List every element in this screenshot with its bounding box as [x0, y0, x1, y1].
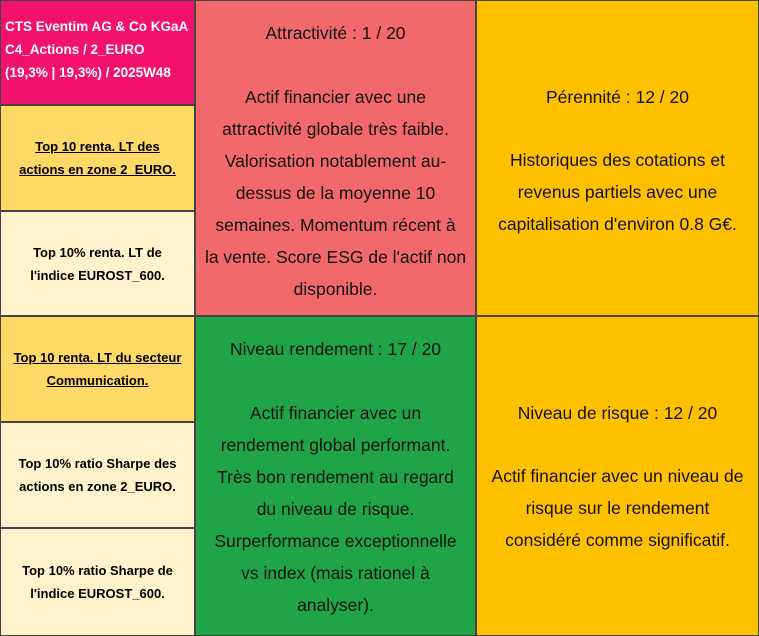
- left-cell-1: [0, 105, 195, 211]
- attractivite-line-6: la vente. Score ESG de l'actif non: [204, 247, 467, 267]
- risque-line-2: risque sur le rendement: [525, 498, 710, 518]
- asset-name: CTS Eventim AG & Co KGaA: [5, 19, 189, 34]
- rendement-line-3: Très bon rendement au regard: [217, 467, 454, 487]
- perennite-panel: [476, 0, 759, 316]
- rendement-line-2: rendement global performant.: [220, 435, 451, 455]
- left-cell-5-line-2: l'indice EUROST_600.: [30, 586, 165, 601]
- attractivite-title: Attractivité : 1 / 20: [265, 23, 406, 43]
- risque-title: Niveau de risque : 12 / 20: [517, 403, 718, 423]
- perennite-line-3: capitalisation d'environ 0.8 G€.: [498, 214, 737, 234]
- left-cell-3: [0, 316, 195, 422]
- asset-category: C4_Actions / 2_EURO: [5, 42, 145, 57]
- rendement-line-1: Actif financier avec un: [249, 403, 422, 423]
- asset-performance: (19,3% | 19,3%) / 2025W48: [5, 65, 171, 80]
- asset-header: [0, 0, 195, 105]
- left-cell-1-line-1: Top 10 renta. LT des: [35, 139, 160, 154]
- left-cell-4-line-1: Top 10% ratio Sharpe des: [18, 456, 177, 471]
- left-cell-5: [0, 528, 195, 636]
- attractivite-line-5: semaines. Momentum récent à: [215, 215, 456, 235]
- left-cell-4: [0, 422, 195, 528]
- attractivite-line-7: disponible.: [293, 279, 378, 299]
- risque-panel: [476, 316, 759, 636]
- rendement-line-5: Surperformance exceptionnelle: [214, 531, 457, 551]
- left-cell-3-line-2: Communication.: [46, 373, 149, 388]
- attractivite-line-1: Actif financier avec une: [245, 87, 426, 107]
- risque-line-1: Actif financier avec un niveau de: [491, 466, 744, 486]
- left-cell-2: [0, 211, 195, 316]
- perennite-line-1: Historiques des cotations et: [510, 150, 725, 170]
- attractivite-line-2: attractivité globale très faible.: [222, 119, 449, 139]
- perennite-line-2: revenus partiels avec une: [517, 182, 718, 202]
- rendement-line-6: vs index (mais rationel à: [241, 563, 430, 583]
- left-cell-4-line-2: actions en zone 2_EURO.: [19, 479, 176, 494]
- left-cell-2-line-2: l'indice EUROST_600.: [30, 267, 165, 283]
- rendement-line-7: analyser).: [297, 595, 374, 615]
- risque-line-3: considéré comme significatif.: [505, 530, 730, 550]
- attractivite-panel: [195, 0, 476, 316]
- left-cell-1-line-2: actions en zone 2_EURO.: [19, 162, 176, 177]
- left-cell-5-line-1: Top 10% ratio Sharpe de: [22, 563, 173, 578]
- rendement-title: Niveau rendement : 17 / 20: [229, 339, 442, 359]
- left-cell-3-line-1: Top 10 renta. LT du secteur: [13, 350, 182, 365]
- attractivite-line-3: Valorisation notablement au-: [224, 151, 447, 171]
- attractivite-line-4: dessus de la moyenne 10: [235, 183, 436, 203]
- rendement-panel: [195, 316, 476, 636]
- perennite-title: Pérennité : 12 / 20: [545, 87, 690, 107]
- rendement-line-4: du niveau de risque.: [256, 499, 415, 519]
- left-cell-2-line-1: Top 10% renta. LT de: [33, 244, 162, 260]
